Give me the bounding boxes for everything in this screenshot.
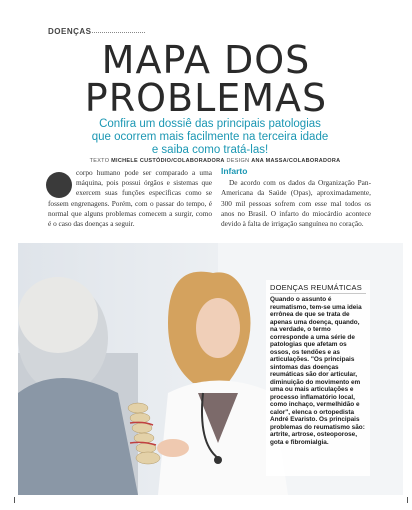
credit-design-author: ANA MASSA/COLABORADORA [251, 158, 341, 164]
dropcap-circle-icon [46, 172, 72, 198]
sidebar-heading: DOENÇAS REUMÁTICAS [270, 283, 366, 294]
credit-design-label: DESIGN [226, 158, 250, 164]
infarto-heading: Infarto [221, 166, 248, 176]
sidebar-body: Quando o assunto é reumatismo, tem-se uma ideia errônea de que se trata de apenas uma doença, quando, na verdade, o termo corresponde a uma série de patologias que afetam os ossos, os tendões e as articulações. "Os principais sintomas das doenças reumáticas são dor articular, diminuição do movimento em uma ou mais articulações e processo inflamatório local, como inchaço, vermelhidão e calor", elenca o ortopedista André Evaristo. Os principais problemas do reumatismo são: artrite, artrose, osteoporose, gota e fibromialgia. [270, 296, 365, 446]
section-label: DOENÇAS [48, 27, 92, 36]
section-divider [90, 32, 145, 33]
headline-line-1: MAPA DOS [101, 38, 311, 82]
intro-column [48, 168, 212, 229]
credit-text-author: MICHELE CUSTÓDIO/COLABORADORA [111, 158, 225, 164]
infarto-column [221, 166, 371, 229]
intro-body: corpo humano pode ser comparado a uma máquina, pois possui órgãos e sistemas que exercem suas funções específicas como se fossem engrenagens. Porém, com o passar do tempo, é normal que alguns problemas comecem a surgir, como é o caso das doenças a seguir. [48, 168, 212, 229]
infarto-body: De acordo com os dados da Organização Pan-Americana da Saúde (Opas), aproximadamente, 300 mil pessoas sofrem com esse mal todos os anos no Brasil. O infarto do miocárdio acontece devido à falta de irrigação sanguínea no coração. [221, 178, 371, 229]
subtitle: Confira um dossiê das principais patologias que ocorrem mais facilmente na terceira idade e saiba como tratá-las! [91, 118, 329, 156]
rheumatic-diseases-box [266, 280, 370, 476]
crop-marks [14, 497, 408, 503]
credits [85, 158, 345, 164]
headline-line-2: PROBLEMAS [84, 76, 328, 120]
credit-text-label: TEXTO [89, 158, 110, 164]
